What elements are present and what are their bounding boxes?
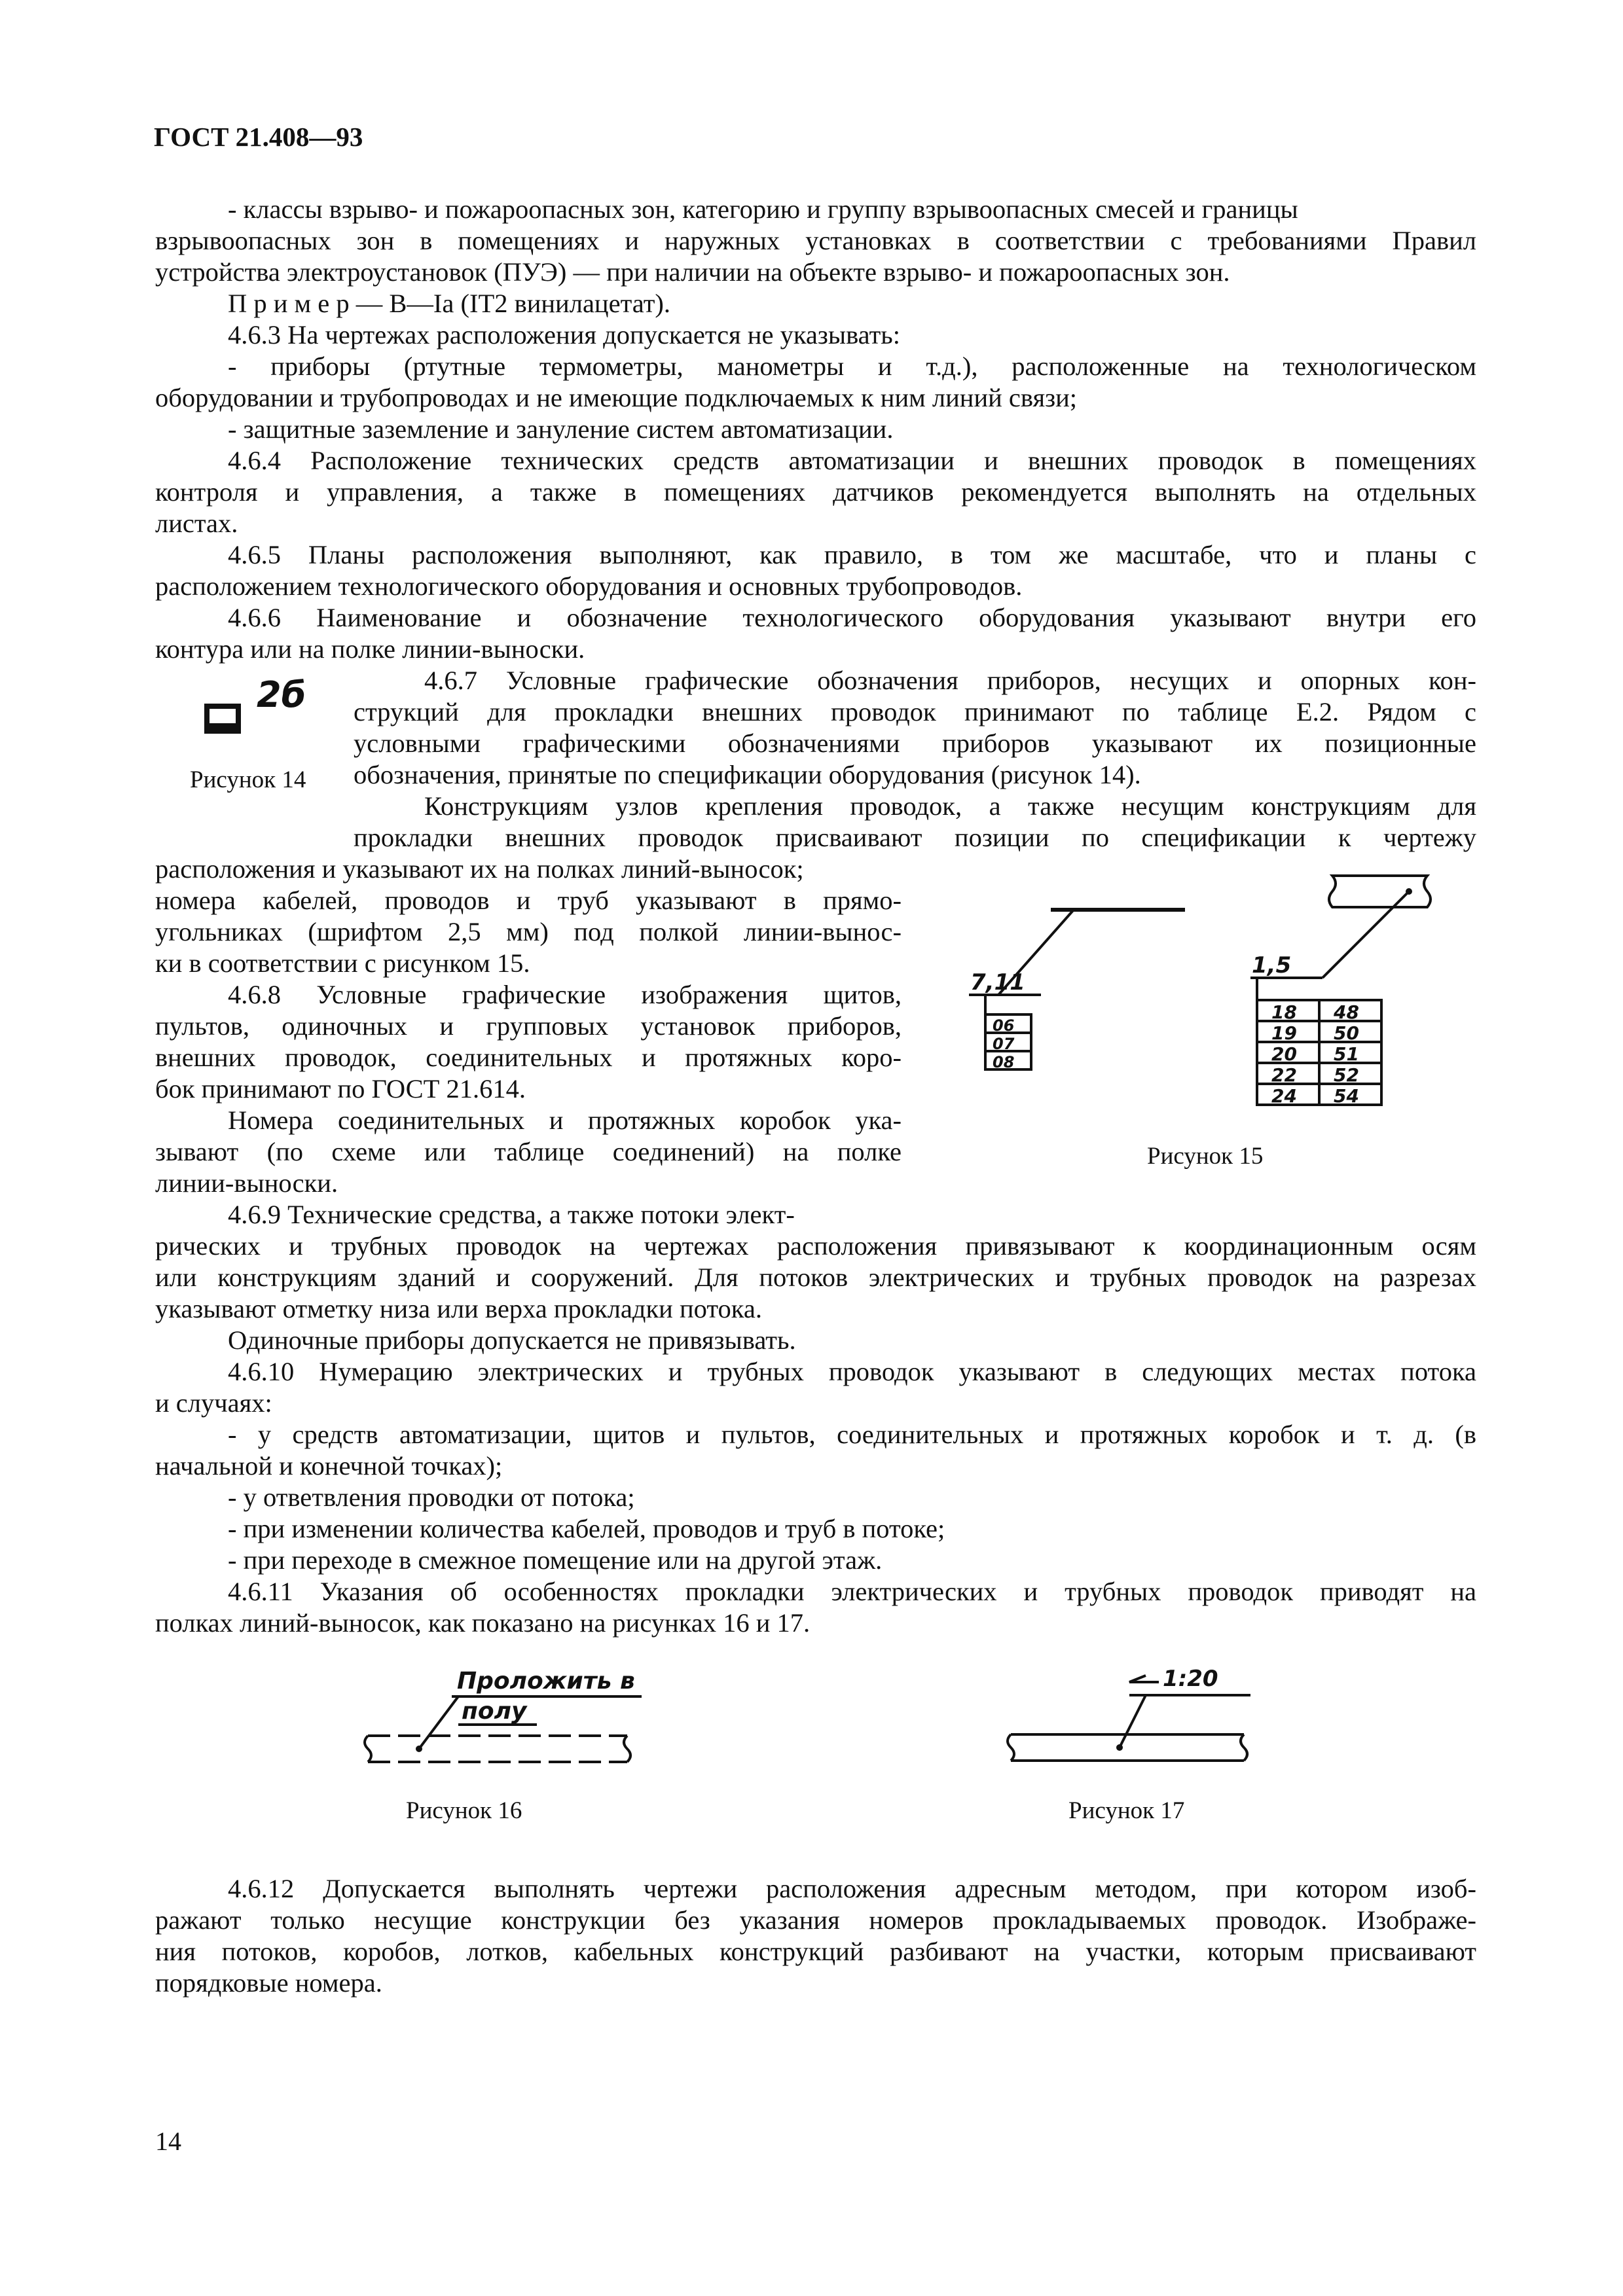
text-line: Конструкциям узлов крепления проводок, а также несущим конструкциям для <box>424 791 1476 821</box>
cable-number: 06 <box>993 1016 1015 1035</box>
cable-number: 07 <box>993 1035 1015 1053</box>
text-line: указывают отметку низа или верха прокладки потока. <box>155 1294 762 1323</box>
cable-number: 20 <box>1271 1043 1297 1065</box>
text-line: угольниках (шрифтом 2,5 мм) под полкой линии-вынос- <box>155 917 902 946</box>
text-line: контроля и управления, а также в помещениях датчиков рекомендуется выполнять на отдельных <box>155 477 1476 507</box>
text-line: ния потоков, коробов, лотков, кабельных конструкций разбивают на участки, которым присваивают <box>155 1937 1476 1966</box>
text-line: 4.6.7 Условные графические обозначения приборов, несущих и опорных кон- <box>424 666 1476 695</box>
cable-number: 08 <box>993 1053 1015 1071</box>
text-line: устройства электроустановок (ПУЭ) — при наличии на объекте взрыво- и пожароопасных зон. <box>155 257 1230 287</box>
text-line: П р и м е р — В—Iа (IТ2 винилацетат). <box>228 289 671 318</box>
text-line: пультов, одиночных и групповых установок приборов, <box>155 1011 902 1041</box>
text-line: 4.6.9 Технические средства, а также потоки элект- <box>228 1200 795 1229</box>
text-line: рических и трубных проводок на чертежах расположения привязывают к координационным осям <box>155 1231 1476 1261</box>
slope-label: 1:20 <box>1163 1666 1218 1692</box>
document-header: ГОСТ 21.408—93 <box>154 122 363 152</box>
cable-number: 52 <box>1334 1064 1359 1086</box>
figure-14-caption: Рисунок 14 <box>190 766 306 793</box>
text-line: оборудовании и трубопроводах и не имеющие подключаемых к ним линий связи; <box>155 383 1078 412</box>
text-line: Номера соединительных и протяжных коробок ука- <box>228 1105 902 1135</box>
text-line: - у ответвления проводки от потока; <box>228 1482 635 1512</box>
position-label: 2б <box>257 674 306 715</box>
cable-number: 48 <box>1334 1001 1359 1023</box>
cable-number: 18 <box>1271 1001 1297 1023</box>
text-line: порядковые номера. <box>155 1968 382 1998</box>
text-line: или конструкциям зданий и сооружений. Для потоков электрических и трубных проводок на разрезах <box>155 1263 1476 1292</box>
figure-16-caption: Рисунок 16 <box>406 1797 522 1824</box>
text-line: струкций для прокладки внешних проводок принимают по таблице Е.2. Рядом с <box>354 697 1476 726</box>
text-line: взрывоопасных зон в помещениях и наружных установках в соответствии с требованиями Правил <box>155 226 1476 255</box>
text-line: 4.6.10 Нумерацию электрических и трубных проводок указывают в следующих местах потока <box>228 1357 1476 1386</box>
text-line: 4.6.12 Допускается выполнять чертежи расположения адресным методом, при котором изоб- <box>228 1874 1476 1903</box>
figure-17-caption: Рисунок 17 <box>1068 1797 1185 1824</box>
text-line: начальной и конечной точках); <box>155 1451 503 1480</box>
text-line: - при переходе в смежное помещение или на другой этаж. <box>228 1545 883 1575</box>
text-line: линии-выноски. <box>155 1168 338 1198</box>
text-line: расположения и указывают их на полках линий-выносок; <box>155 854 804 884</box>
text-line: 4.6.6 Наименование и обозначение технологического оборудования указывают внутри его <box>228 603 1476 632</box>
text-line: полках линий-выносок, как показано на рисунках 16 и 17. <box>155 1608 811 1638</box>
note-line-1: Проложить в <box>457 1668 635 1695</box>
page-number: 14 <box>155 2126 181 2156</box>
cable-number: 24 <box>1271 1085 1297 1107</box>
text-line: условными графическими обозначениями приборов указывают их позиционные <box>354 728 1476 758</box>
cable-markings-drawing <box>969 864 1453 1113</box>
text-line: 4.6.3 На чертежах расположения допускается не указывать: <box>228 320 901 350</box>
instrument-symbol-drawing <box>203 674 321 746</box>
cable-number: 19 <box>1271 1022 1297 1044</box>
text-line: расположением технологического оборудования и основных трубопроводов. <box>155 571 1023 601</box>
text-line: ражают только несущие конструкции без указания номеров прокладываемых проводок. Изображе- <box>155 1905 1476 1935</box>
text-line: и случаях: <box>155 1388 272 1418</box>
text-line: зывают (по схеме или таблице соединений) на полке <box>155 1137 902 1166</box>
text-line: бок принимают по ГОСТ 21.614. <box>155 1074 526 1103</box>
laying-note-drawing <box>360 1662 642 1780</box>
text-line: Одиночные приборы допускается не привязывать. <box>228 1325 796 1355</box>
left-position-label: 7,11 <box>970 969 1025 996</box>
cable-number: 51 <box>1334 1043 1359 1065</box>
text-line: прокладки внешних проводок присваивают позиции по спецификации к чертежу <box>354 823 1476 852</box>
text-line: 4.6.5 Планы расположения выполняют, как правило, в том же масштабе, что и планы с <box>228 540 1476 569</box>
text-line: обозначения, принятые по спецификации оборудования (рисунок 14). <box>354 760 1141 789</box>
text-line: - приборы (ртутные термометры, манометры и т.д.), расположенные на технологическом <box>228 351 1476 381</box>
text-line: внешних проводок, соединительных и протяжных коро- <box>155 1043 902 1072</box>
text-line: ки в соответствии с рисунком 15. <box>155 948 530 978</box>
text-line: 4.6.4 Расположение технических средств автоматизации и внешних проводок в помещениях <box>228 446 1476 475</box>
right-position-label: 1,5 <box>1252 952 1292 978</box>
note-line-2: полу <box>462 1698 527 1725</box>
text-line: листах. <box>155 509 238 538</box>
cable-number: 22 <box>1271 1064 1297 1086</box>
text-line: - классы взрыво- и пожароопасных зон, категорию и группу взрывоопасных смесей и границы <box>228 194 1298 224</box>
cable-number: 54 <box>1334 1085 1359 1107</box>
text-line: номера кабелей, проводов и труб указывают в прямо- <box>155 886 902 915</box>
text-line: контура или на полке линии-выноски. <box>155 634 585 664</box>
text-line: - при изменении количества кабелей, проводов и труб в потоке; <box>228 1514 945 1543</box>
figure-15-caption: Рисунок 15 <box>1147 1143 1264 1170</box>
text-line: - у средств автоматизации, щитов и пультов, соединительных и протяжных коробок и т. д. (в <box>228 1420 1476 1449</box>
text-line: 4.6.11 Указания об особенностях прокладки электрических и трубных проводок приводят на <box>228 1577 1476 1606</box>
cable-number: 50 <box>1334 1022 1359 1044</box>
text-line: - защитные заземление и зануление систем автоматизации. <box>228 414 894 444</box>
text-line: 4.6.8 Условные графические изображения щитов, <box>228 980 902 1009</box>
slope-note-drawing <box>1002 1662 1283 1780</box>
